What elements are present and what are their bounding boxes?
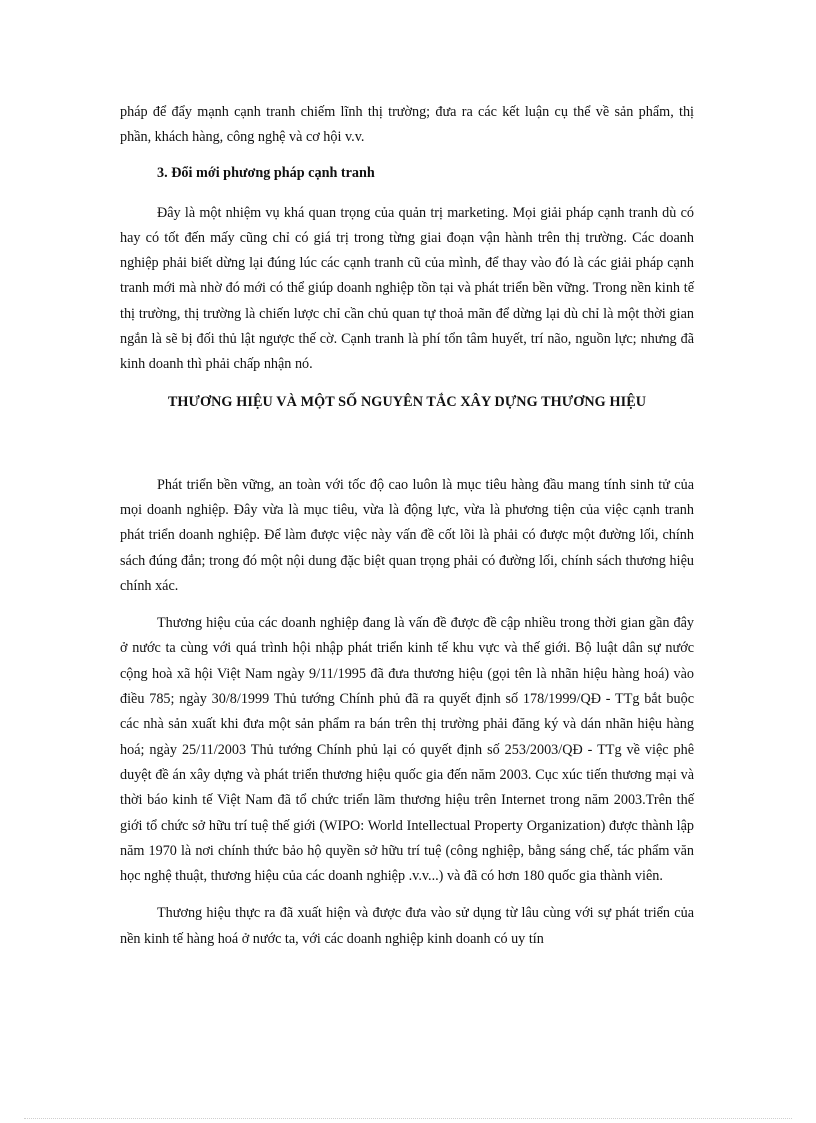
paragraph-2: Thương hiệu của các doanh nghiệp đang là vấn đề được đề cập nhiều trong thời gian gần đây ở nước ta cùng với quá trình hội nhập phát triển kinh tế khu vực và thế giới. Bộ luật dân sự nước cộng hoà xã hội Việt Nam ngày 9/11/1995 đã đưa thương hiệu (gọi tên là nhãn hiệu hàng hoá) vào điều 785; ngày 30/8/1999 Thủ tướng Chính phủ đã ra quyết định số 178/1999/QĐ - TTg bắt buộc các nhà sản xuất khi đưa một sản phẩm ra bán trên thị trường phải đăng ký và dán nhãn hiệu hàng hoá; ngày 25/11/2003 Thủ tướng Chính phủ lại có quyết định số 253/2003/QĐ - TTg về việc phê duyệt đề án xây dựng và phát triển thương hiệu quốc gia đến năm 2003. Cục xúc tiến thương mại và thời báo kinh tế Việt Nam đã tổ chức triển lãm thương hiệu trên Internet trong năm 2003.Trên thế giới tổ chức sở hữu trí tuệ thế giới (WIPO: World Intellectual Property Organization) được thành lập năm 1970 là nơi chính thức bảo hộ quyền sở hữu trí tuệ (công nghiệp, bằng sáng chế, tác phẩm văn học nghệ thuật, thương hiệu của các doanh nghiệp .v.v...) và đã có hơn 180 quốc gia thành viên. <box>120 615 694 885</box>
section-3-heading: 3. Đổi mới phương pháp cạnh tranh <box>157 164 375 181</box>
main-title: THƯƠNG HIỆU VÀ MỘT SỐ NGUYÊN TẮC XÂY DỰNG THƯƠNG HIỆU <box>167 393 647 410</box>
document-page <box>120 100 694 952</box>
paragraph-3: Thương hiệu thực ra đã xuất hiện và được đưa vào sử dụng từ lâu cùng với sự phát triển của nền kinh tế hàng hoá ở nước ta, với các doanh nghiệp kinh doanh có uy tín <box>120 905 694 947</box>
paragraph-1: Phát triển bền vững, an toàn với tốc độ cao luôn là mục tiêu hàng đầu mang tính sinh tử của mọi doanh nghiệp. Đây vừa là mục tiêu, vừa là động lực, vừa là phương tiện của việc cạnh tranh phát triển doanh nghiệp. Để làm được việc này vấn đề cốt lõi là phải có được một đường lối, chính sách đúng đắn; trong đó một nội dung đặc biệt quan trọng phải có đường lối, chính sách thương hiệu chính xác. <box>120 476 694 594</box>
section-3-paragraph: Đây là một nhiệm vụ khá quan trọng của quản trị marketing. Mọi giải pháp cạnh tranh dù có hay có tốt đến mấy cũng chỉ có giá trị trong từng giai đoạn vận hành trên thị trường. Các doanh nghiệp phải biết dừng lại đúng lúc các cạnh tranh cũ của mình, để thay vào đó là các giải pháp cạnh tranh mới mà nhờ đó mới có thể giúp doanh nghiệp tồn tại và phát triển bền vững. Trong nền kinh tế thị trường, thị trường là chiến lược chỉ cần chủ quan tự thoả mãn để dừng lại dù chỉ là một thời gian ngắn là sẽ bị đối thủ lật ngược thế cờ. Cạnh tranh là phí tổn tâm huyết, trí não, nguồn lực; nhưng đã kinh doanh thì phải chấp nhận nó. <box>120 204 694 373</box>
intro-paragraph: pháp để đẩy mạnh cạnh tranh chiếm lĩnh thị trường; đưa ra các kết luận cụ thể về sản phẩm, thị phần, khách hàng, công nghệ và cơ hội v.v. <box>120 104 694 146</box>
page-bottom-divider <box>24 1118 792 1119</box>
